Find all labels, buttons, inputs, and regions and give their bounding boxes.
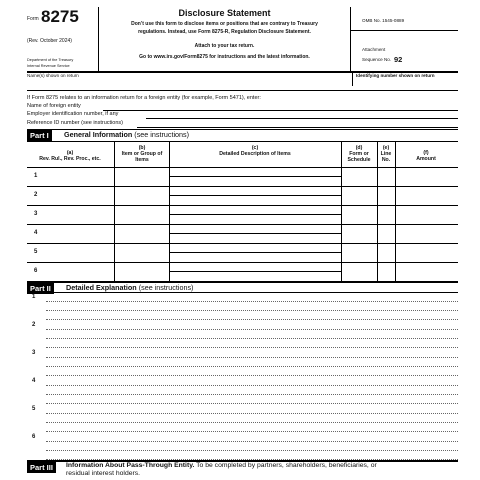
- col-b-header: [116, 145, 168, 163]
- part2-title: Detailed Explanation: [66, 283, 137, 292]
- part1-row-number: 6: [34, 268, 38, 274]
- part2-title-wrap: [66, 284, 193, 291]
- table-row[interactable]: [28, 244, 457, 261]
- foreign-intro: If Form 8275 relates to an information return for a foreign entity (for example, Form 5471), enter:: [27, 95, 261, 101]
- header-divider-right: [350, 7, 351, 71]
- explanation-line[interactable]: [46, 441, 458, 442]
- explanation-line[interactable]: [46, 357, 458, 358]
- id-field[interactable]: [353, 80, 457, 90]
- part1-row-number: 5: [34, 249, 38, 255]
- part2-row-number: 4: [32, 378, 36, 384]
- explanation-line[interactable]: [46, 403, 458, 404]
- col-d-header: [342, 145, 376, 163]
- part1-tag: Part I: [27, 130, 52, 141]
- table-row[interactable]: [28, 168, 457, 185]
- explanation-line[interactable]: [46, 375, 458, 376]
- explanation-line[interactable]: [46, 413, 458, 414]
- col-b-label: Item or Group of Items: [121, 151, 163, 163]
- col-a-label: Rev. Rul., Rev. Proc., etc.: [39, 156, 101, 162]
- foreign-name-label: Name of foreign entity: [27, 103, 81, 109]
- name-row-bottom: [27, 90, 458, 91]
- irs-link[interactable]: Go to www.irs.gov/Form8275 for instructions and the latest information.: [139, 54, 310, 60]
- form-title: Disclosure Statement: [178, 8, 271, 18]
- names-field[interactable]: [27, 80, 351, 90]
- foreign-name-field[interactable]: [103, 110, 458, 111]
- col-f-letter: (f): [423, 150, 429, 156]
- table-row[interactable]: [28, 187, 457, 204]
- col-a-header: [27, 150, 113, 162]
- part1-header-rule: [27, 141, 458, 142]
- explanation-line[interactable]: [46, 347, 458, 348]
- foreign-ein-field[interactable]: [146, 118, 458, 119]
- part3-text-2: residual interest holders.: [66, 470, 141, 477]
- part2-row-number: 1: [32, 294, 36, 300]
- part1-row-number: 1: [34, 173, 38, 179]
- part2-header-rule: [27, 292, 458, 293]
- explanation-line[interactable]: [46, 366, 458, 367]
- explanation-line[interactable]: [46, 338, 458, 339]
- part1-title-suffix: (see instructions): [134, 130, 190, 139]
- form-label: Form: [27, 16, 39, 22]
- explanation-line[interactable]: [46, 450, 458, 451]
- service-line: Internal Revenue Service: [27, 64, 70, 68]
- form-number: 8275: [41, 7, 79, 26]
- sequence-number: 92: [394, 55, 403, 64]
- explanation-line[interactable]: [46, 310, 458, 311]
- names-label: Name(s) shown on return: [27, 73, 79, 78]
- revision-date: (Rev. October 2024): [27, 38, 72, 44]
- reference-id-field[interactable]: [137, 127, 458, 128]
- omb-number: OMB No. 1545-0889: [362, 18, 405, 23]
- part3-title: Information About Pass-Through Entity.: [66, 462, 195, 469]
- part3-tag: Part III: [27, 462, 56, 473]
- part1-row-number: 2: [34, 192, 38, 198]
- part2-row-number: 2: [32, 322, 36, 328]
- col-f-header: [396, 150, 456, 162]
- part1-row-number: 3: [34, 211, 38, 217]
- part3-text-1: To be completed by partners, shareholders, beneficiaries, or: [196, 462, 377, 469]
- table-row[interactable]: [28, 263, 457, 280]
- instruction-line-1: Don’t use this form to disclose items or positions that are contrary to Treasury: [131, 21, 318, 27]
- col-f-label: Amount: [416, 156, 436, 162]
- col-c-label: Detailed Description of Items: [219, 151, 291, 157]
- instruction-line-2: regulations. Instead, use Form 8275-R, Regulation Disclosure Statement.: [138, 29, 311, 35]
- col-d-label: Form or Schedule: [347, 151, 371, 163]
- part2-title-suffix: (see instructions): [138, 283, 194, 292]
- col-e-header: [378, 145, 394, 163]
- col-e-label: Line No.: [380, 151, 392, 163]
- col-e-letter: (e): [382, 145, 390, 151]
- explanation-line[interactable]: [46, 301, 458, 302]
- table-row[interactable]: [28, 206, 457, 223]
- part1-title: General Information: [64, 130, 133, 139]
- reference-id-label: Reference ID number (see instructions): [27, 120, 123, 126]
- col-d-letter: (d): [355, 145, 363, 151]
- part2-tag: Part II: [27, 283, 54, 294]
- explanation-line[interactable]: [46, 394, 458, 395]
- col-c-letter: (c): [251, 145, 259, 151]
- part1-title-wrap: [64, 131, 189, 138]
- col-a-letter: (a): [66, 150, 74, 156]
- part2-row-number: 6: [32, 434, 36, 440]
- col-b-letter: (b): [138, 145, 146, 151]
- attachment-label: Attachment: [362, 47, 386, 52]
- id-label: Identifying number shown on return: [356, 73, 435, 78]
- part2-row-number: 3: [32, 350, 36, 356]
- explanation-line[interactable]: [46, 431, 458, 432]
- explanation-line[interactable]: [46, 422, 458, 423]
- omb-divider: [350, 30, 458, 31]
- part1-row-number: 4: [34, 230, 38, 236]
- table-row[interactable]: [28, 225, 457, 242]
- attach-note: Attach to your tax return.: [194, 43, 255, 49]
- foreign-ein-label: Employer identification number, if any: [27, 111, 119, 117]
- part3-text-line-1: [66, 463, 377, 470]
- department-line: Department of the Treasury: [27, 58, 74, 62]
- sequence-label: Sequence No.: [362, 57, 392, 62]
- explanation-line[interactable]: [46, 385, 458, 386]
- part2-row-number: 5: [32, 406, 36, 412]
- explanation-line[interactable]: [46, 329, 458, 330]
- explanation-line[interactable]: [46, 319, 458, 320]
- col-c-header: [170, 145, 340, 157]
